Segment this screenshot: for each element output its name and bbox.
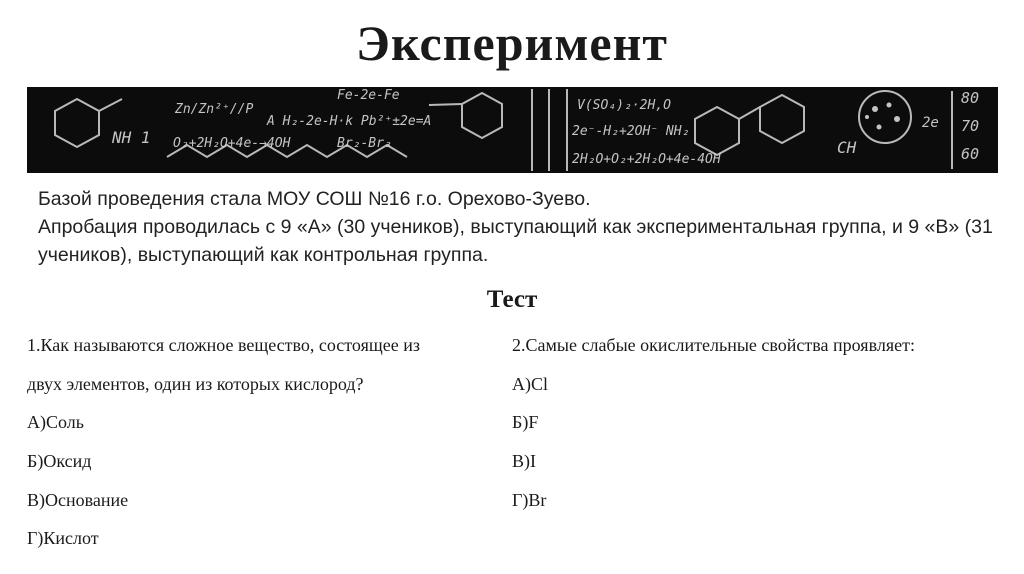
question-1-text: 1.Как называются сложное вещество, состоящее из bbox=[27, 335, 420, 355]
question-1-option-c: В)Основание bbox=[27, 489, 129, 510]
test-heading: Тест bbox=[486, 286, 538, 313]
banner-formula: 60 bbox=[961, 145, 980, 163]
question-2-text: 2.Самые слабые окислительные свойства проявляет: bbox=[512, 335, 915, 355]
intro-text bbox=[38, 185, 998, 269]
question-2-option-b: Б)F bbox=[512, 412, 539, 433]
banner-formula: 2e bbox=[922, 115, 939, 131]
question-2-option-c: В)I bbox=[512, 451, 536, 472]
banner-formula: V(SO₄)₂·2H,O bbox=[577, 98, 671, 113]
banner-formula: CH bbox=[837, 138, 857, 157]
banner-formula: A H₂-2e-H·k Pb²⁺±2e=A bbox=[267, 114, 432, 129]
question-1-text-cont: двух элементов, один из которых кислород? bbox=[27, 373, 364, 394]
banner-formula: Fe-2e-Fe bbox=[337, 88, 400, 103]
question-2-option-a: А)Cl bbox=[512, 373, 548, 394]
question-1 bbox=[27, 332, 507, 564]
question-2 bbox=[512, 332, 1002, 525]
intro-line-school: Базой проведения стала МОУ СОШ №16 г.о. Орехово-Зуево. bbox=[38, 188, 591, 210]
question-1-option-d: Г)Кислот bbox=[27, 528, 99, 549]
banner-formula: NH 1 bbox=[112, 128, 151, 147]
banner-formula: Br₂-Br₃ bbox=[337, 136, 392, 151]
banner-formula: 80 bbox=[961, 89, 980, 107]
banner-formula: Zn/Zn²⁺//P bbox=[175, 102, 254, 117]
banner-formula: O₂+2H₂O+4e-→4OH bbox=[173, 136, 291, 151]
banner-formula: 2e⁻-H₂+2OH⁻ NH₂ bbox=[572, 124, 690, 139]
question-2-option-d: Г)Br bbox=[512, 489, 547, 510]
intro-line-groups: Апробация проводилась с 9 «А» (30 учеников), выступающий как экспериментальная группа, и 9 «В» (31 учеников), выступающий как контрольная группа. bbox=[38, 216, 993, 266]
question-1-option-b: Б)Оксид bbox=[27, 451, 92, 472]
chemistry-banner-image bbox=[27, 87, 998, 173]
question-1-option-a: А)Соль bbox=[27, 412, 84, 433]
banner-formula: 2H₂O+O₂+2H₂O+4e-4OH bbox=[572, 152, 721, 167]
banner-formula: 70 bbox=[961, 117, 980, 135]
chemistry-formulas-illustration bbox=[27, 87, 998, 173]
slide-title: Эксперимент bbox=[356, 15, 668, 71]
